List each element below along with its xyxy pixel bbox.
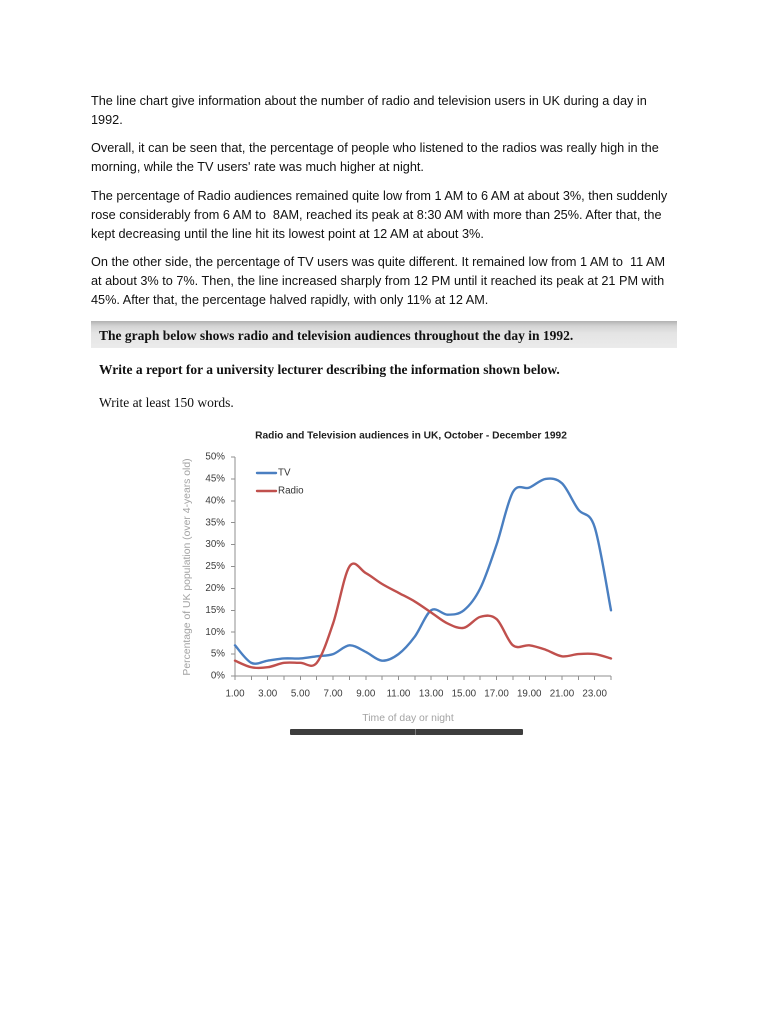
- text-line: kept decreasing until the line hit its lowest point at 12 AM at about 3%.: [91, 226, 484, 241]
- legend-label-tv: TV: [278, 467, 291, 479]
- intro-paragraph: [91, 92, 681, 130]
- bar-divider: [415, 729, 416, 735]
- y-tick-label: 25%: [205, 561, 225, 573]
- text-line: 1992.: [91, 112, 123, 127]
- text-line: 45%. After that, the percentage halved rapidly, with only 11% at 12 AM.: [91, 293, 489, 307]
- legend-label-radio: Radio: [278, 485, 304, 497]
- line-chart: [170, 424, 630, 726]
- text-line: Overall, it can be seen that, the percentage of people who listened to the radios was really high in the: [91, 141, 659, 155]
- x-tick-label: 19.00: [516, 688, 542, 700]
- y-tick-label: 15%: [205, 604, 225, 616]
- x-tick-label: 7.00: [323, 688, 343, 700]
- x-tick-label: 1.00: [225, 688, 245, 700]
- y-axis-title: Percentage of UK population (over 4-years old): [181, 458, 193, 676]
- chart-legend: [257, 468, 304, 497]
- x-tick-label: 23.00: [582, 688, 607, 700]
- x-tick-label: 21.00: [549, 688, 575, 700]
- y-tick-label: 35%: [205, 517, 225, 529]
- text-line: On the other side, the percentage of TV users was quite different. It remained low from 1 AM to 11 AM: [91, 255, 666, 269]
- task-word-count: Write at least 150 words.: [99, 395, 234, 410]
- x-tick-label: 11.00: [386, 688, 411, 700]
- radio-paragraph: [91, 187, 681, 244]
- x-tick-label: 5.00: [290, 688, 310, 700]
- x-tick-label: 15.00: [451, 688, 477, 700]
- text-line: at about 3% to 7%. Then, the line increased sharply from 12 PM until it reached its peak at 21 PM with: [91, 274, 665, 288]
- document-body: [91, 92, 681, 320]
- text-line: morning, while the TV users' rate was much higher at night.: [91, 160, 424, 174]
- text-line: The line chart give information about the number of radio and television users in UK during a day in: [91, 93, 647, 108]
- y-tick-label: 10%: [205, 626, 225, 638]
- y-tick-label: 45%: [205, 473, 225, 485]
- y-tick-label: 30%: [205, 539, 225, 551]
- text-line: The percentage of Radio audiences remained quite low from 1 AM to 6 AM at about 3%, then suddenly: [91, 188, 668, 203]
- tv-paragraph: [91, 253, 681, 310]
- task-instruction: Write a report for a university lecturer describing the information shown below.: [99, 362, 560, 377]
- overview-paragraph: [91, 139, 681, 177]
- task-heading: The graph below shows radio and television audiences throughout the day in 1992.: [99, 328, 574, 343]
- text-line: rose considerably from 6 AM to 8AM, reached its peak at 8:30 AM with more than 25%. After that, the: [91, 207, 662, 222]
- x-tick-label: 9.00: [356, 688, 376, 700]
- x-tick-label: 13.00: [418, 688, 444, 700]
- task-image: [91, 321, 677, 737]
- x-tick-label: 3.00: [258, 688, 278, 700]
- x-tick-label: 17.00: [484, 688, 509, 700]
- chart-series: [235, 479, 611, 668]
- image-bottom-bar: [290, 729, 523, 735]
- y-tick-label: 0%: [210, 670, 225, 682]
- y-tick-label: 40%: [205, 495, 225, 507]
- y-tick-label: 5%: [210, 648, 225, 660]
- series-line-tv: [235, 479, 611, 664]
- y-tick-label: 50%: [205, 451, 225, 463]
- chart-svg: [170, 424, 630, 726]
- chart-axes: [205, 452, 611, 700]
- chart-title: Radio and Television audiences in UK, October - December 1992: [255, 430, 567, 442]
- y-tick-label: 20%: [205, 582, 225, 594]
- series-line-radio: [235, 564, 611, 668]
- x-axis-title: Time of day or night: [362, 712, 454, 724]
